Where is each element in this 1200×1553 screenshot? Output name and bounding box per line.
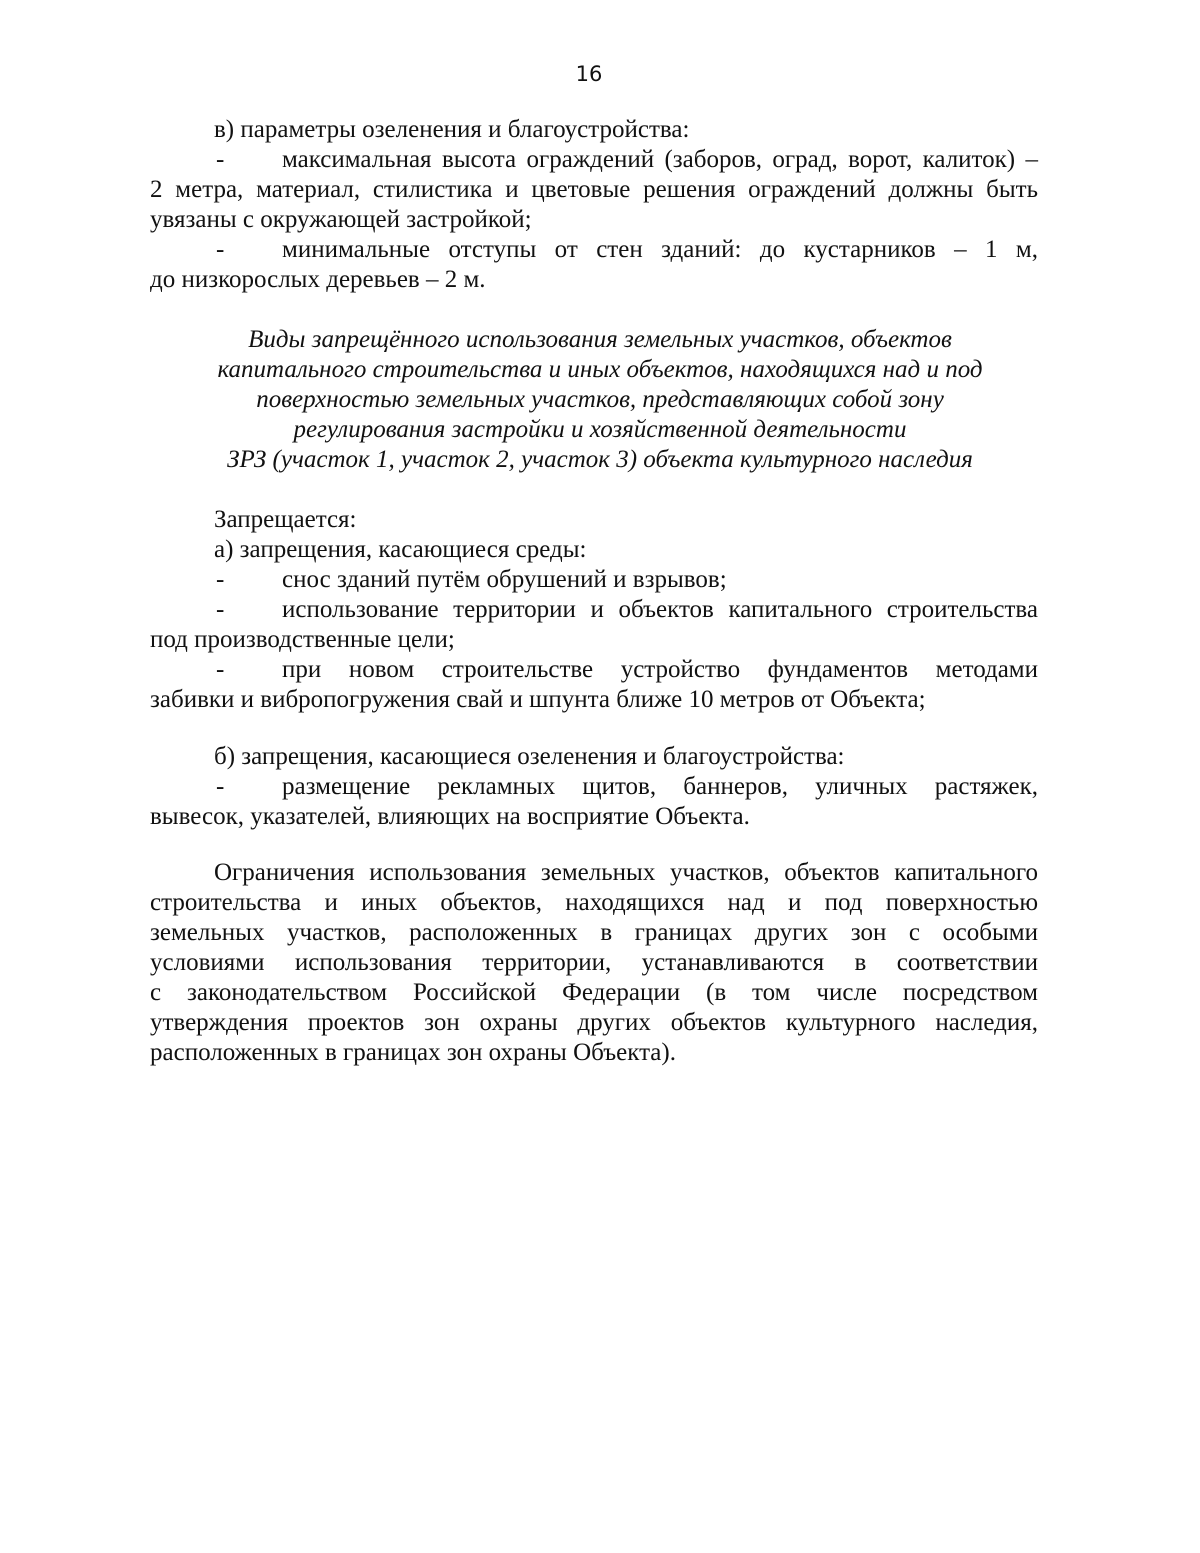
section-b [150, 742, 1038, 832]
restrictions-line-1: Ограничения использования земельных участков, объектов капитального [214, 859, 1038, 886]
section-a-item-3-line-2: забивки и вибропогружения свай и шпунта ближе 10 метров от Объекта; [150, 686, 926, 713]
section-a-item-2-line-2: под производственные цели; [150, 626, 455, 653]
restrictions-line-7: расположенных в границах зон охраны Объекта). [150, 1039, 676, 1066]
restrictions-paragraph [150, 858, 1038, 1068]
section-v-item-2 [150, 235, 1038, 265]
restrictions-line-2: строительства и иных объектов, находящихся над и под поверхностью [150, 889, 1038, 916]
list-dash: - [216, 146, 225, 173]
heading-line-2: капитального строительства и иных объектов, находящихся над и под [217, 356, 983, 383]
restrictions-line-4: условиями использования территории, устанавливаются в соответствии [150, 949, 1038, 976]
section-a-item-3-line-1: при новом строительстве устройство фундаментов методами [282, 656, 1038, 683]
section-a-item-2-line-1: использование территории и объектов капитального строительства [282, 596, 1038, 623]
heading-line-5: ЗРЗ (участок 1, участок 2, участок 3) объекта культурного наследия [227, 446, 973, 473]
heading-line-3: поверхностью земельных участков, представляющих собой зону [256, 386, 944, 413]
section-a-title: а) запрещения, касающиеся среды: [214, 536, 587, 563]
section-b-item-1 [150, 772, 1038, 802]
section-v-item-1-line-3: увязаны с окружающей застройкой; [150, 206, 532, 233]
section-v-item-1-line-2: 2 метра, материал, стилистика и цветовые решения ограждений должны быть [150, 176, 1038, 203]
prohibited-intro: Запрещается: [214, 506, 357, 533]
page-number: 16 [575, 62, 603, 86]
heading-line-1: Виды запрещённого использования земельных участков, объектов [248, 326, 952, 353]
list-dash: - [216, 236, 225, 263]
section-a-item-1 [150, 565, 1038, 595]
prohibited-section [150, 505, 1038, 715]
section-v-item-1 [150, 145, 1038, 175]
list-dash: - [216, 566, 225, 593]
section-b-item-1-line-1: размещение рекламных щитов, баннеров, уличных растяжек, [282, 773, 1038, 800]
restrictions-line-6: утверждения проектов зон охраны других объектов культурного наследия, [150, 1009, 1038, 1036]
section-v [150, 115, 1038, 295]
heading-line-4: регулирования застройки и хозяйственной деятельности [293, 416, 907, 443]
list-dash: - [216, 773, 225, 800]
section-a-item-2 [150, 595, 1038, 625]
section-a-item-1-line-1: снос зданий путём обрушений и взрывов; [282, 566, 727, 593]
section-heading [150, 325, 1050, 475]
list-dash: - [216, 596, 225, 623]
section-v-intro: в) параметры озеленения и благоустройства: [214, 116, 690, 143]
section-a-item-3 [150, 655, 1038, 685]
restrictions-line-3: земельных участков, расположенных в границах других зон с особыми [150, 919, 1038, 946]
section-v-item-1-line-1: максимальная высота ограждений (заборов, оград, ворот, калиток) – [282, 146, 1038, 173]
section-b-item-1-line-2: вывесок, указателей, влияющих на восприятие Объекта. [150, 803, 750, 830]
restrictions-line-5: с законодательством Российской Федерации (в том числе посредством [150, 979, 1038, 1006]
section-b-title: б) запрещения, касающиеся озеленения и благоустройства: [214, 743, 845, 770]
list-dash: - [216, 656, 225, 683]
section-v-item-2-line-2: до низкорослых деревьев – 2 м. [150, 266, 486, 293]
section-v-item-2-line-1: минимальные отступы от стен зданий: до кустарников – 1 м, [282, 236, 1038, 263]
